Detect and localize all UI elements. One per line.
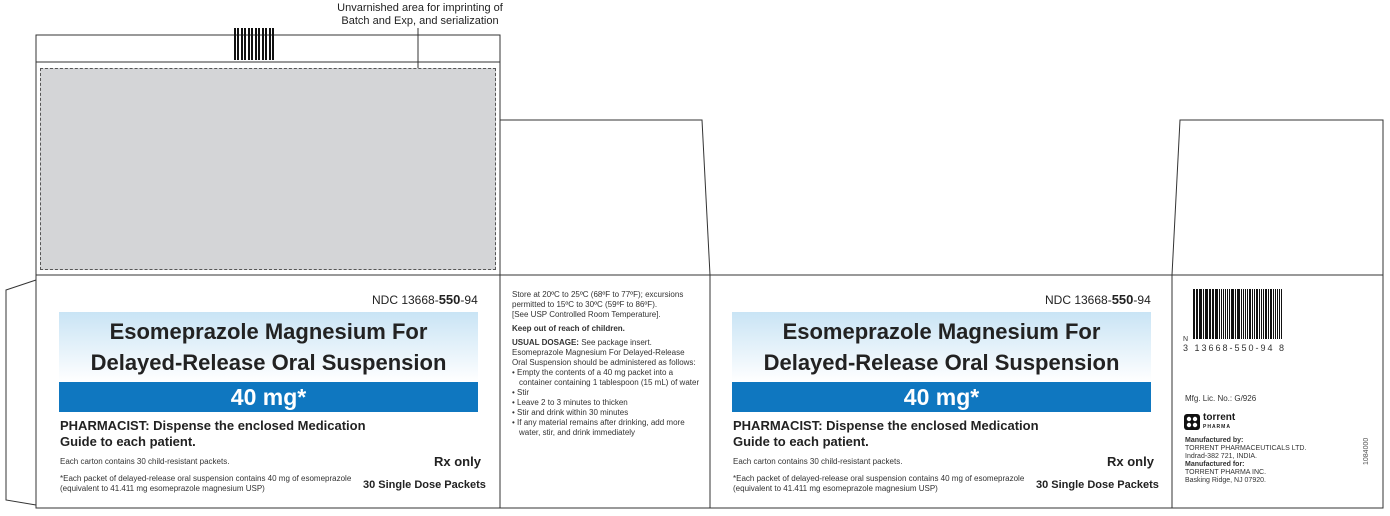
unvarnished-area (40, 68, 496, 270)
storage-line1: Store at 20ºC to 25ºC (68ºF to 77ºF); excursions (512, 290, 684, 299)
dosing-step: • Stir and drink within 30 minutes (512, 408, 629, 417)
dosing-steps (512, 368, 702, 438)
barcode-n: N (1183, 336, 1189, 343)
title-line1: Esomeprazole Magnesium For (109, 319, 428, 344)
pharmacist-line1: PHARMACIST: Dispense the enclosed Medication (60, 418, 366, 433)
pharmacist-instruction (733, 418, 1039, 450)
logo-subtext: PHARMA (1203, 424, 1231, 430)
ndc-code (372, 292, 478, 307)
manufactured-by-label: Manufactured by: (1185, 437, 1244, 444)
logo-wordmark: torrent (1203, 412, 1236, 423)
product-title (59, 312, 478, 382)
imprint-note (300, 2, 540, 28)
manufactured-for-label: Manufactured for: (1185, 461, 1245, 468)
footnote-line2: (equivalent to 41.411 mg esomeprazole magnesium USP) (733, 484, 938, 493)
imprint-note-line1: Unvarnished area for imprinting of (337, 2, 503, 14)
manufacturer-info (1185, 437, 1335, 485)
usual-dosage-text: See package insert. (578, 338, 652, 347)
carton-note: Each carton contains 30 child-resistant packets. (60, 457, 230, 466)
strength-band: 40 mg* (59, 382, 478, 412)
carton-note: Each carton contains 30 child-resistant packets. (733, 457, 903, 466)
dosing-step: • Leave 2 to 3 minutes to thicken (512, 398, 628, 407)
pharmacist-line1: PHARMACIST: Dispense the enclosed Medication (733, 418, 1039, 433)
rx-only: Rx only (1107, 454, 1154, 469)
title-line1: Esomeprazole Magnesium For (782, 319, 1101, 344)
ndc-suffix: -94 (1133, 293, 1151, 307)
distributor-address: Basking Ridge, NJ 07920. (1185, 477, 1266, 484)
manufacturer-address: Indrad-382 721, INDIA. (1185, 453, 1257, 460)
usual-dosage-label: USUAL DOSAGE: (512, 338, 579, 347)
admin-line2: Oral Suspension should be administered as follows: (512, 358, 696, 367)
product-title (732, 312, 1151, 382)
manufacturer-name: TORRENT PHARMACEUTICALS LTD. (1185, 445, 1307, 452)
packet-count: 30 Single Dose Packets (363, 479, 486, 491)
ndc-code (1045, 292, 1151, 307)
torrent-logo-icon (1184, 414, 1200, 430)
pharmacist-instruction (60, 418, 366, 450)
ndc-product: 550 (438, 292, 461, 307)
storage-line3: [See USP Controlled Room Temperature]. (512, 310, 661, 319)
title-line2: Delayed-Release Oral Suspension (90, 350, 447, 375)
admin-line1: Esomeprazole Magnesium For Delayed-Release (512, 348, 685, 357)
usual-dosage (512, 338, 702, 368)
torrent-logo (1184, 413, 1244, 431)
title-line2: Delayed-Release Oral Suspension (763, 350, 1120, 375)
ndc-product: 550 (1111, 292, 1134, 307)
ndc-suffix: -94 (460, 293, 478, 307)
rx-only: Rx only (434, 454, 481, 469)
footnote-line2: (equivalent to 41.411 mg esomeprazole magnesium USP) (60, 484, 265, 493)
upc-barcode (1193, 289, 1283, 339)
storage-line2: permitted to 15ºC to 30ºC (59ºF to 86ºF). (512, 300, 658, 309)
distributor-name: TORRENT PHARMA INC. (1185, 469, 1267, 476)
packet-count: 30 Single Dose Packets (1036, 479, 1159, 491)
storage-info (512, 290, 702, 320)
top-flap-barcode (234, 28, 274, 60)
dosing-step: • If any material remains after drinking, add more water, stir, and drink immediately (512, 418, 685, 437)
footnote-line1: *Each packet of delayed-release oral suspension contains 40 mg of esomeprazole (60, 474, 352, 483)
footnote-line1: *Each packet of delayed-release oral suspension contains 40 mg of esomeprazole (733, 474, 1025, 483)
ndc-prefix: NDC 13668- (372, 293, 439, 307)
keep-out-warning: Keep out of reach of children. (512, 324, 625, 333)
dosing-step: • Empty the contents of a 40 mg packet into a container containing 1 tablespoon (15 mL) of water (512, 368, 700, 387)
dosing-step: • Stir (512, 388, 530, 397)
side-panel (512, 290, 702, 438)
mfg-license: Mfg. Lic. No.: G/926 (1185, 394, 1257, 403)
ndc-prefix: NDC 13668- (1045, 293, 1112, 307)
footnote (60, 474, 351, 494)
pharmacist-line2: Guide to each patient. (733, 434, 869, 449)
barcode-number: 3 13668-550-94 8 (1183, 343, 1287, 353)
imprint-note-line2: Batch and Exp, and serialization (341, 15, 499, 27)
strength-band: 40 mg* (732, 382, 1151, 412)
pharmacist-line2: Guide to each patient. (60, 434, 196, 449)
artwork-code: 1084000 (1363, 437, 1370, 465)
footnote (733, 474, 1024, 494)
